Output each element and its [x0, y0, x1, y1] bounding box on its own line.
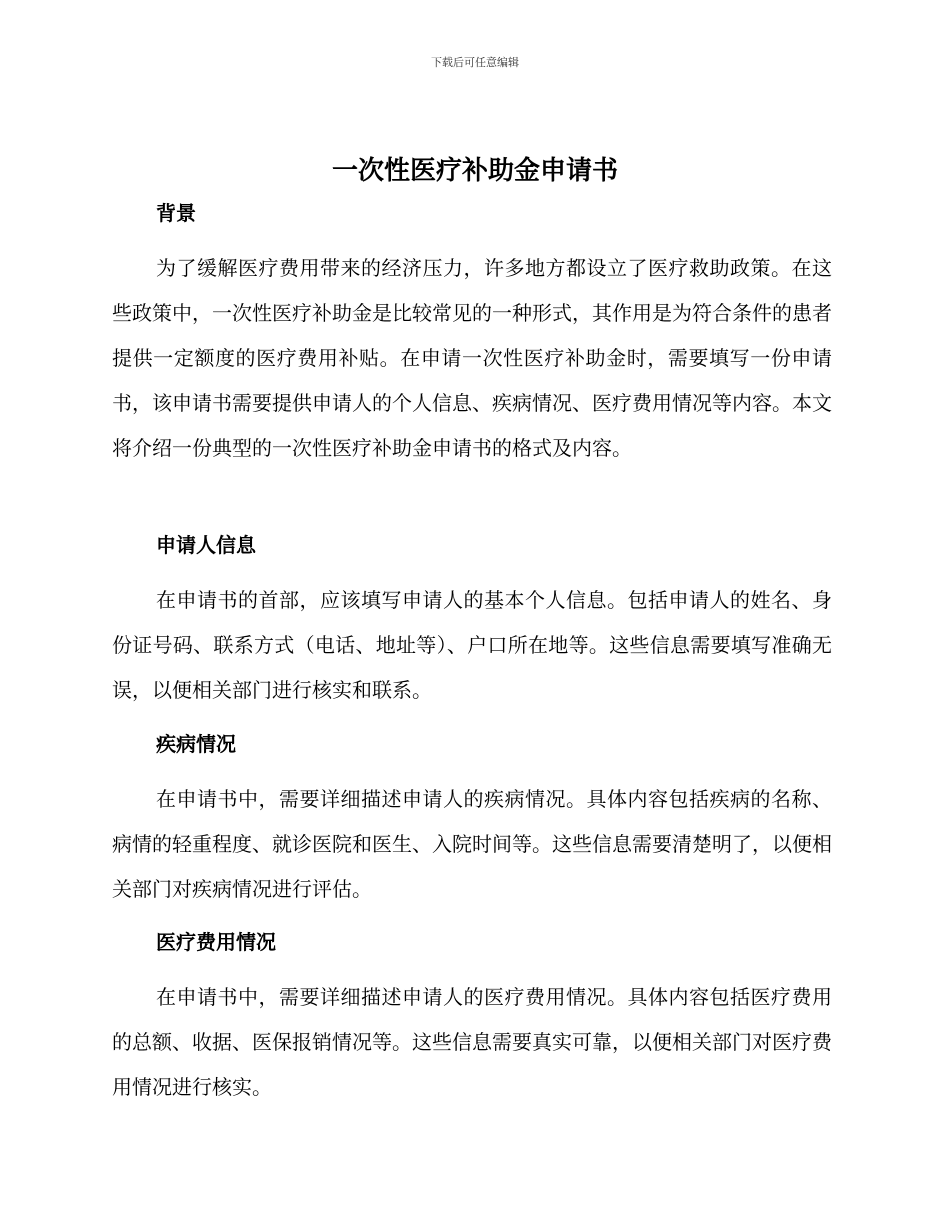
header-note: 下载后可任意编辑 [431, 56, 519, 69]
section-heading-medical-costs: 医疗费用情况 [156, 930, 276, 954]
section-body-illness: 在申请书中，需要详细描述申请人的疾病情况。具体内容包括疾病的名称、病情的轻重程度、就诊医院和医生、入院时间等。这些信息需要清楚明了，以便相关部门对疾病情况进行评估。 [112, 787, 832, 901]
section-body-medical-costs: 在申请书中，需要详细描述申请人的医疗费用情况。具体内容包括医疗费用的总额、收据、医保报销情况等。这些信息需要真实可靠，以便相关部门对医疗费用情况进行核实。 [112, 985, 832, 1099]
section-body-background: 为了缓解医疗费用带来的经济压力，许多地方都设立了医疗救助政策。在这些政策中，一次性医疗补助金是比较常见的一种形式，其作用是为符合条件的患者提供一定额度的医疗费用补贴。在申请一次性医疗补助金时，需要填写一份申请书，该申请书需要提供申请人的个人信息、疾病情况、医疗费用情况等内容。本文将介绍一份典型的一次性医疗补助金申请书的格式及内容。 [112, 256, 832, 460]
section-heading-background: 背景 [156, 201, 196, 225]
section-heading-applicant-info: 申请人信息 [156, 533, 256, 557]
section-heading-illness: 疾病情况 [156, 732, 236, 756]
section-body-applicant-info: 在申请书的首部，应该填写申请人的基本个人信息。包括申请人的姓名、身份证号码、联系方式（电话、地址等）、户口所在地等。这些信息需要填写准确无误，以便相关部门进行核实和联系。 [112, 588, 832, 702]
document-title: 一次性医疗补助金申请书 [331, 156, 618, 186]
